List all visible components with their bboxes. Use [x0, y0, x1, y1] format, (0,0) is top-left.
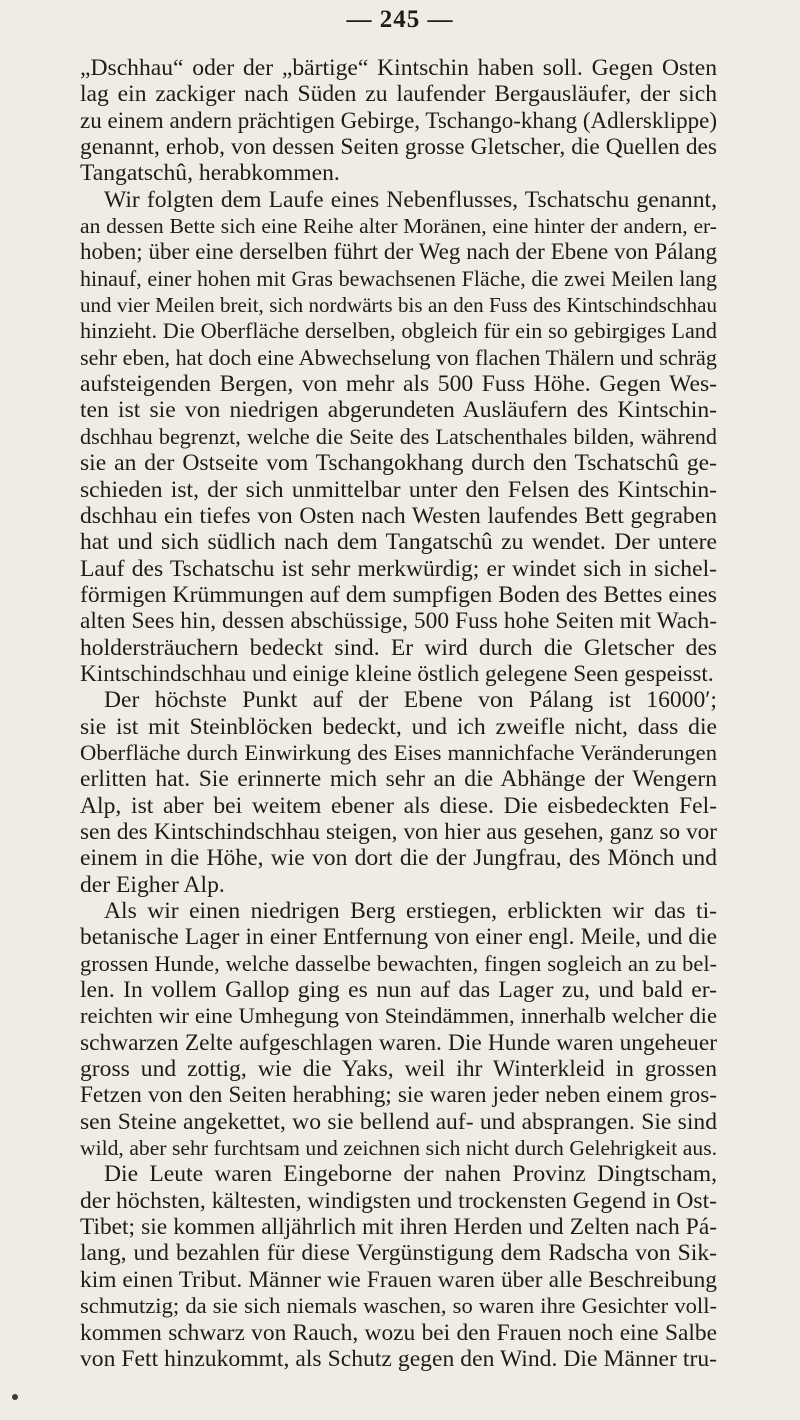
text-line: sen Steine angekettet, wo sie bellend auf- und absprangen. Sie sind [80, 1108, 717, 1135]
text-line: hat und sich südlich nach dem Tangatschû zu wendet. Der untere [80, 529, 717, 556]
text-line: einem in die Höhe, wie von dort die der Jungfrau, des Mönch und [80, 845, 717, 872]
text-line: dschhau ein tiefes von Osten nach Westen laufendes Bett gegraben [80, 502, 717, 529]
text-line: grossen Hunde, welche dasselbe bewachten, fingen sogleich an zu bel- [80, 950, 717, 976]
text-line: len. In vollem Gallop ging es nun auf das Lager zu, und bald er- [80, 977, 717, 1004]
text-line: reichten wir eine Umhegung von Steindämmen, innerhalb welcher die [80, 1003, 717, 1029]
text-line: der Eigher Alp. [80, 871, 225, 898]
text-line: ten ist sie von niedrigen abgerundeten Ausläufern des Kintschin- [80, 397, 717, 424]
text-line: Alp, ist aber bei weitem ebener als diese. Die eisbedeckten Fel- [80, 792, 717, 819]
text-line: alten Sees hin, dessen abschüssige, 500 Fuss hohe Seiten mit Wach- [80, 608, 717, 635]
text-line: der höchsten, kältesten, windigsten und trockensten Gegend in Ost- [80, 1187, 717, 1214]
text-line: Wir folgten dem Laufe eines Nebenflusses, Tschatschu genannt, [104, 186, 717, 213]
text-line: schwarzen Zelte aufgeschlagen waren. Die Hunde waren ungeheuer [80, 1029, 717, 1056]
text-line: sie ist mit Steinblöcken bedeckt, und ich zweifle nicht, dass die [80, 713, 717, 740]
text-line: hinauf, einer hohen mit Gras bewachsenen Fläche, die zwei Meilen lang [80, 265, 717, 291]
text-line: lag ein zackiger nach Süden zu laufender Bergausläufer, der sich [80, 81, 717, 108]
text-line: förmigen Krümmungen auf dem sumpfigen Boden des Bettes eines [80, 581, 717, 608]
text-line: Kintschindschhau und einige kleine östlich gelegene Seen gespeisst. [80, 660, 714, 687]
text-line: hinzieht. Die Oberfläche derselben, obgleich für ein so gebirgiges Land [80, 318, 717, 344]
text-line: wild, aber sehr furchtsam und zeichnen sich nicht durch Gelehrigkeit aus. [80, 1136, 717, 1161]
text-line: holdersträuchern bedeckt sind. Er wird durch die Gletscher des [80, 634, 717, 661]
text-line: kommen schwarz von Rauch, wozu bei den Frauen noch eine Salbe [80, 1319, 717, 1346]
text-line: erlitten hat. Sie erinnerte mich sehr an die Abhänge der Wengern [80, 766, 717, 793]
text-line: schieden ist, der sich unmittelbar unter den Felsen des Kintschin- [80, 476, 717, 503]
text-line: von Fett hinzukommt, als Schutz gegen den Wind. Die Männer tru- [80, 1345, 717, 1372]
page-header: — 245 — [346, 6, 454, 33]
text-line: lang, und bezahlen für diese Vergünstigung dem Radscha von Sik- [80, 1240, 717, 1267]
text-line: zu einem andern prächtigen Gebirge, Tschango-khang (Adlersklippe) [80, 107, 717, 133]
text-line: und vier Meilen breit, sich nordwärts bis an den Fuss des Kintschindschhau [80, 293, 717, 318]
body-text [80, 55, 717, 1372]
text-line: Die Leute waren Eingeborne der nahen Provinz Dingtscham, [104, 1161, 717, 1188]
text-line: Der höchste Punkt auf der Ebene von Pálang ist 16000′; [104, 687, 717, 714]
text-line: gross und zottig, wie die Yaks, weil ihr Winterkleid in grossen [80, 1056, 717, 1083]
text-line: Tangatschû, herabkommen. [80, 160, 340, 187]
text-line: sehr eben, hat doch eine Abwechselung von flachen Thälern und schräg [80, 344, 717, 370]
text-line: Fetzen von den Seiten herabhing; sie waren jeder neben einem gros- [80, 1082, 717, 1109]
text-line: kim einen Tribut. Männer wie Frauen waren über alle Beschreibung [80, 1266, 717, 1293]
text-line: genannt, erhob, von dessen Seiten grosse Gletscher, die Quellen des [80, 134, 717, 161]
text-line: Oberfläche durch Einwirkung des Eises mannichfache Veränderungen [80, 739, 717, 765]
text-line: Lauf des Tschatschu ist sehr merkwürdig; er windet sich in sichel- [80, 555, 717, 582]
text-line: „Dschhau“ oder der „bärtige“ Kintschin haben soll. Gegen Osten [80, 55, 717, 81]
text-line: an dessen Bette sich eine Reihe alter Moränen, eine hinter der andern, er- [80, 214, 717, 239]
text-line: betanische Lager in einer Entfernung von einer engl. Meile, und die [80, 924, 717, 951]
text-line: Als wir einen niedrigen Berg erstiegen, erblickten wir das ti- [104, 898, 717, 924]
text-line: aufsteigenden Bergen, von mehr als 500 Fuss Höhe. Gegen Wes- [80, 371, 717, 398]
ink-dot [12, 1394, 18, 1400]
text-line: Tibet; sie kommen alljährlich mit ihren Herden und Zelten nach Pá- [80, 1214, 717, 1241]
text-line: dschhau begrenzt, welche die Seite des Latschenthales bilden, während [80, 423, 717, 449]
text-line: schmutzig; da sie sich niemals waschen, so waren ihre Gesichter voll- [80, 1293, 717, 1319]
text-line: hoben; über eine derselben führt der Weg nach der Ebene von Pálang [80, 239, 717, 265]
text-line: sie an der Ostseite vom Tschangokhang durch den Tschatschû ge- [80, 450, 717, 477]
text-line: sen des Kintschindschhau steigen, von hier aus gesehen, ganz so vor [80, 818, 717, 845]
